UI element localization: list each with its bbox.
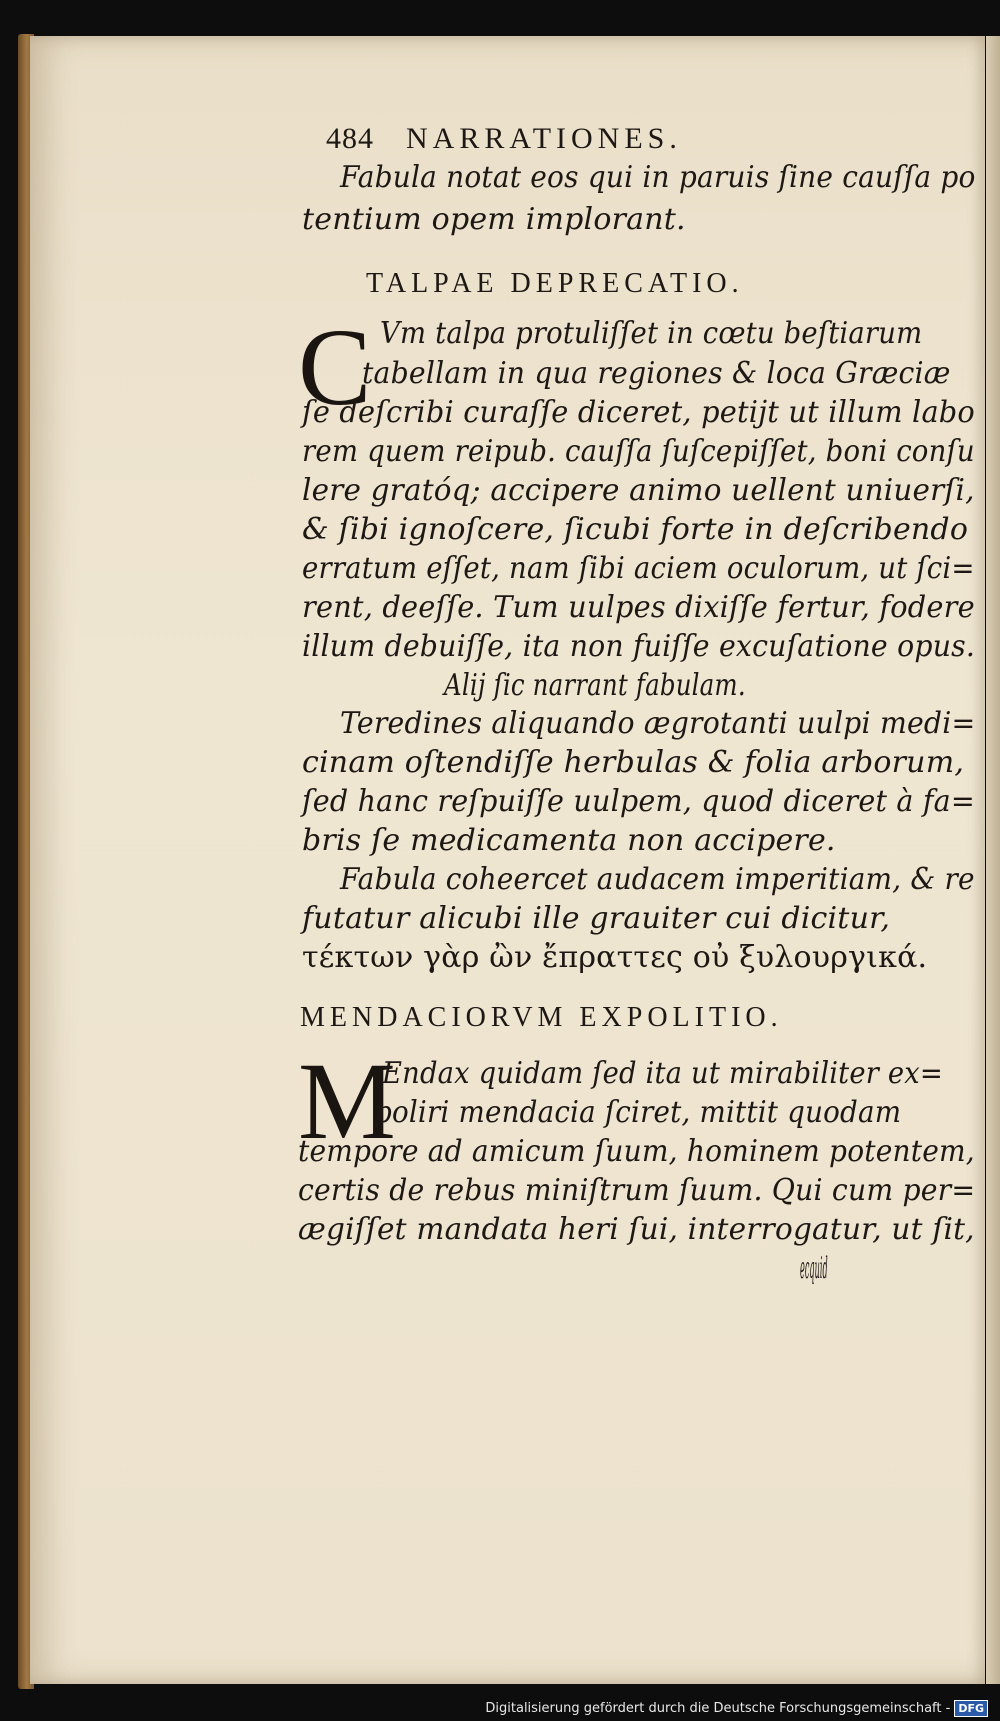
text-line: tempore ad amicum ſuum, hominem potentem, bbox=[298, 1134, 975, 1169]
text-line: illum debuiſſe, ita non fuiſſe excuſatione opus. bbox=[302, 629, 976, 664]
text-line: erratum eſſet, nam ſibi aciem oculorum, ut ſci= bbox=[302, 551, 975, 586]
running-header bbox=[326, 122, 682, 156]
text-line: rem quem reipub. cauſſa ſuſcepiſſet, boni conſu bbox=[302, 434, 975, 469]
page-number: 484 bbox=[326, 122, 374, 155]
text-line: tabellam in qua regiones & loca Græciæ bbox=[362, 356, 951, 391]
text-line: lere gratóq; accipere animo uellent uniuerſi, bbox=[302, 473, 975, 508]
text-line: Endax quidam ſed ita ut mirabiliter ex= bbox=[382, 1056, 943, 1091]
text-line: rent, deeſſe. Tum uulpes dixiſſe fertur, fodere bbox=[302, 590, 975, 625]
text-line: & ſibi ignoſcere, ſicubi forte in deſcribendo bbox=[302, 512, 969, 547]
dfg-logo: DFG bbox=[954, 1700, 988, 1717]
text-line: Teredines aliquando ægrotanti uulpi medi= bbox=[340, 706, 976, 741]
section-title: MENDACIORVM EXPOLITIO. bbox=[300, 1002, 783, 1033]
greek-quotation: τέκτων γὰρ ὢν ἔπραττες οὐ ξυλουργικά. bbox=[302, 940, 928, 975]
digitization-credit bbox=[485, 1700, 988, 1717]
text-line: bris ſe medicamenta non accipere. bbox=[302, 823, 836, 858]
text-line: ſe deſcribi curaſſe diceret, petijt ut illum labo bbox=[302, 395, 975, 430]
text-line: cinam oſtendiſſe herbulas & folia arborum, bbox=[302, 745, 965, 780]
text-line: tentium opem implorant. bbox=[302, 202, 686, 237]
page-fore-edge bbox=[986, 36, 1000, 1684]
drop-capital: M bbox=[298, 1040, 396, 1162]
text-line: certis de rebus miniſtrum ſuum. Qui cum per= bbox=[298, 1173, 976, 1208]
text-line: poliri mendacia ſciret, mittit quodam bbox=[374, 1095, 902, 1130]
credit-text: Digitalisierung gefördert durch die Deutsche Forschungsgemeinschaft - bbox=[485, 1701, 951, 1716]
section-title: TALPAE DEPRECATIO. bbox=[366, 268, 744, 299]
text-line: ægiſſet mandata heri ſui, interrogatur, ut ſit, bbox=[298, 1212, 975, 1247]
catchword: ecquid bbox=[800, 1251, 828, 1286]
text-line: futatur alicubi ille grauiter cui dicitur, bbox=[302, 901, 891, 936]
drop-capital: C bbox=[298, 306, 372, 428]
text-line: ſed hanc reſpuiſſe uulpem, quod diceret à fa= bbox=[302, 784, 975, 819]
text-line: Vm talpa protuliſſet in cœtu beſtiarum bbox=[380, 316, 923, 351]
text-line: Fabula coheercet audacem imperitiam, & re bbox=[340, 862, 975, 897]
running-title: NARRATIONES. bbox=[406, 122, 682, 155]
text-line: Alij ſic narrant fabulam. bbox=[444, 668, 746, 703]
text-line: Fabula notat eos qui in paruis ſine cauſſa po bbox=[340, 160, 976, 195]
